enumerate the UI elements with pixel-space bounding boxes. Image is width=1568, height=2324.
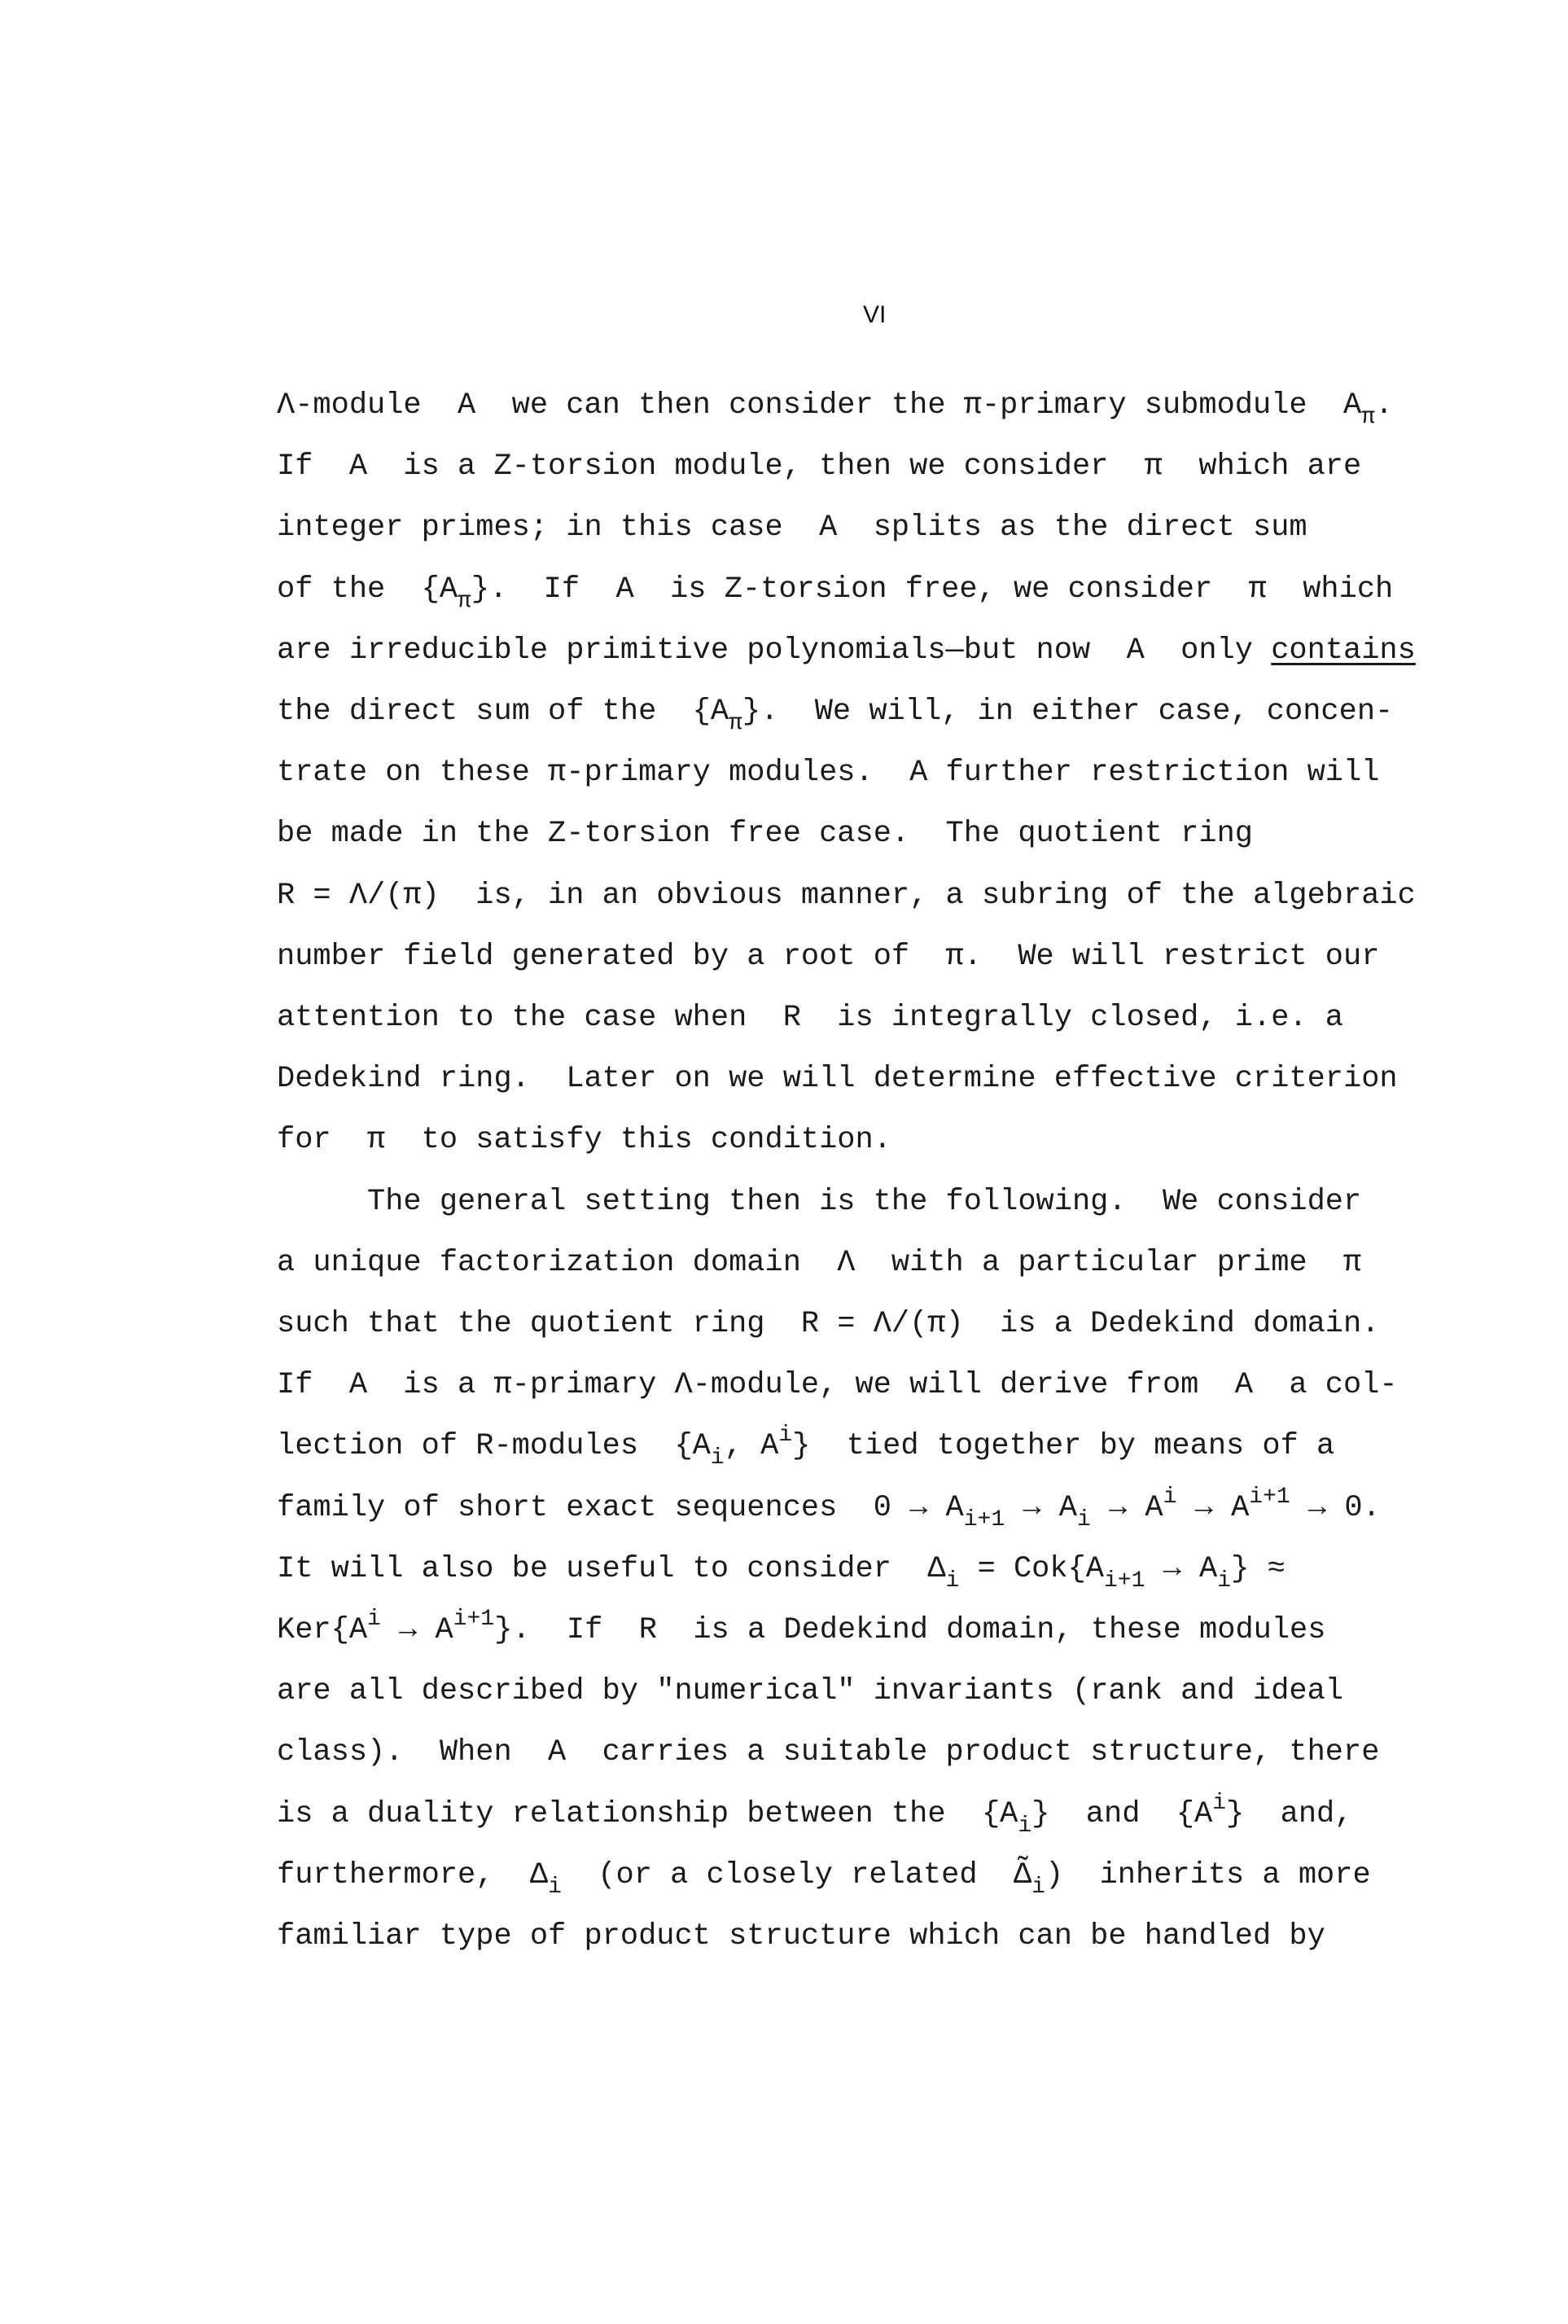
text-run: trate on these π-primary modules. A further restriction will	[277, 756, 1380, 791]
subscript: i	[710, 1445, 725, 1471]
text-run: the direct sum of the {A	[277, 695, 729, 729]
text-run: familiar type of product structure which can be handled by	[277, 1919, 1325, 1953]
superscript: i+1	[453, 1607, 495, 1632]
subscript: i	[945, 1568, 960, 1594]
text-run: are all described by "numerical" invariants (rank and ideal	[277, 1674, 1344, 1709]
text-line	[277, 1551, 1285, 1594]
subscript: i	[548, 1874, 562, 1900]
text-line	[277, 572, 1394, 614]
subscript: π	[458, 588, 471, 614]
text-run: The general setting then is the following. We consider	[277, 1184, 1362, 1219]
text-run: = Cok{A	[959, 1551, 1104, 1586]
text-run: attention to the case when R is integrally closed, i.e. a	[277, 1001, 1344, 1035]
text-run: lection of R-modules {A	[277, 1429, 711, 1464]
text-run: of the {A	[277, 572, 458, 607]
text-run: family of short exact sequences 0 → A	[277, 1490, 964, 1525]
text-run: Ker{A	[277, 1613, 368, 1647]
text-run: R = Λ/(π) is, in an obvious manner, a subring of the algebraic	[277, 878, 1416, 913]
text-run: → A	[1090, 1490, 1163, 1525]
text-line	[277, 388, 1394, 430]
text-line	[277, 1245, 1362, 1280]
text-run: ) inherits a more	[1045, 1857, 1371, 1892]
text-run: } tied together by means of a	[792, 1429, 1335, 1464]
subscript: π	[1361, 405, 1376, 430]
text-line	[277, 1123, 891, 1158]
text-line	[277, 1370, 1398, 1401]
text-run: Λ-module A we can then consider the π-primary submodule A	[277, 388, 1362, 423]
subscript: π	[729, 711, 742, 736]
text-run: be made in the Z-torsion free case. The quotient ring	[277, 817, 1253, 852]
text-run: } and,	[1226, 1796, 1353, 1831]
text-run: class). When A carries a suitable product structure, there	[277, 1735, 1380, 1770]
superscript: i	[778, 1423, 793, 1449]
text-line	[277, 939, 1380, 974]
text-line	[277, 1484, 1381, 1533]
text-line	[277, 1309, 1379, 1340]
text-line	[277, 1003, 1343, 1033]
text-line	[277, 1919, 1325, 1953]
underlined-word: contains	[1271, 633, 1416, 668]
text-run: such that the quotient ring R = Λ/(π) is a Dedekind domain.	[277, 1307, 1380, 1341]
text-run: } ≈	[1231, 1551, 1285, 1586]
superscript: i	[1163, 1484, 1177, 1510]
subscript: i	[1217, 1568, 1232, 1594]
text-line	[277, 1184, 1362, 1219]
subscript: i	[1077, 1506, 1091, 1533]
text-line	[277, 695, 1394, 736]
text-line	[277, 1607, 1326, 1647]
text-run: , A	[724, 1429, 779, 1464]
text-run: .	[1375, 388, 1394, 423]
text-run: }. We will, in either case, concen-	[742, 695, 1394, 729]
text-run: → A	[1145, 1551, 1218, 1586]
superscript: i	[367, 1607, 381, 1632]
text-line	[277, 449, 1362, 485]
subscript: i+1	[963, 1506, 1005, 1533]
text-run: furthermore, Δ	[277, 1857, 549, 1892]
text-run: is a duality relationship between the {A	[277, 1796, 1018, 1831]
text-line	[277, 511, 1307, 546]
text-run: It will also be useful to consider Δ	[277, 1551, 946, 1586]
text-run: → 0.	[1290, 1490, 1381, 1525]
text-run: → A	[380, 1613, 453, 1647]
text-run: are irreducible primitive polynomials—but now A only	[277, 633, 1272, 668]
text-line	[277, 1062, 1398, 1097]
text-run: Dedekind ring. Later on we will determine effective criterion	[277, 1062, 1398, 1097]
text-run: } and {A	[1031, 1796, 1213, 1831]
text-run: If A is a π-primary Λ-module, we will derive from A a col-	[277, 1368, 1398, 1403]
subscript: i	[1018, 1813, 1032, 1839]
text-run: a unique factorization domain Λ with a particular prime π	[277, 1245, 1362, 1280]
text-run: for π to satisfy this condition.	[277, 1123, 891, 1158]
page-number: VI	[863, 301, 887, 328]
superscript: i	[1212, 1790, 1227, 1816]
text-line	[277, 817, 1253, 852]
text-run: → A	[1005, 1490, 1077, 1525]
text-run: }. If R is a Dedekind domain, these modules	[494, 1613, 1326, 1647]
text-run: → A	[1176, 1490, 1250, 1525]
text-line	[277, 1857, 1371, 1900]
superscript: i+1	[1249, 1484, 1290, 1510]
text-line	[277, 633, 1416, 668]
text-line	[277, 756, 1380, 791]
text-run: integer primes; in this case A splits as the direct sum	[277, 511, 1307, 546]
subscript: i	[1031, 1874, 1045, 1900]
text-run: If A is a Z-torsion module, then we consider π which are	[277, 449, 1362, 485]
text-line	[277, 1790, 1353, 1839]
text-line	[277, 1423, 1335, 1471]
text-run: (or a closely related Δ̃	[561, 1857, 1032, 1892]
text-line	[277, 878, 1416, 913]
text-run: number field generated by a root of π. We will restrict our	[277, 939, 1380, 974]
text-run: }. If A is Z-torsion free, we consider π which	[471, 572, 1394, 607]
text-line	[277, 1674, 1344, 1709]
subscript: i+1	[1104, 1568, 1145, 1594]
text-line	[277, 1735, 1380, 1770]
